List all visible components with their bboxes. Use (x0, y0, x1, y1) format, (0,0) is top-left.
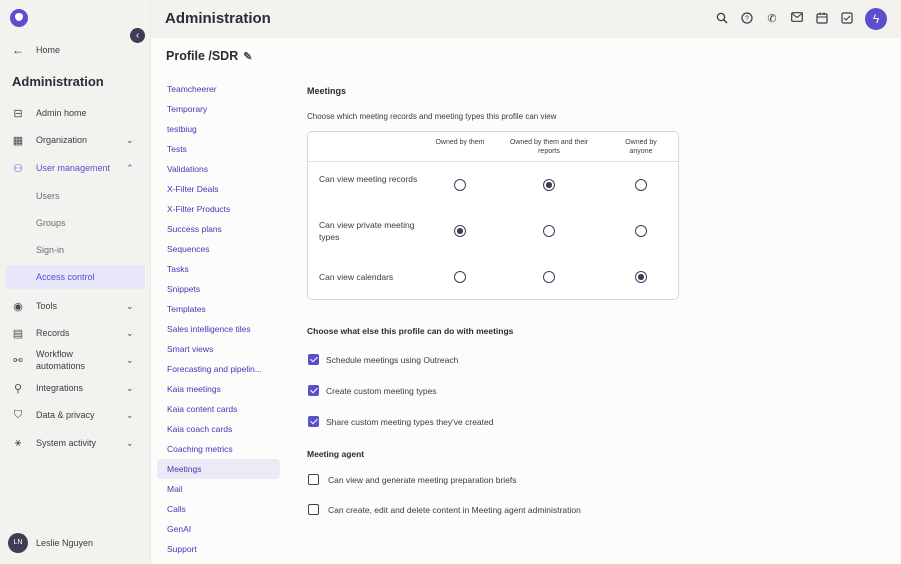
checkbox[interactable] (308, 416, 319, 427)
sidebar-item-organization[interactable]: ▦ Organization ⌄ (12, 134, 134, 147)
chevron-down-icon: ⌄ (126, 327, 134, 338)
radio-private-types-anyone[interactable] (635, 225, 647, 237)
chevron-down-icon: ⌄ (126, 382, 134, 393)
pencil-icon[interactable]: ✎ (243, 50, 253, 63)
chevron-up-icon: ⌃ (126, 162, 134, 173)
list-item[interactable]: Forecasting and pipelin... (167, 364, 262, 374)
workflow-icon: ⚯ (13, 354, 23, 367)
list-item[interactable]: Smart views (167, 344, 214, 354)
header-actions (715, 8, 887, 30)
section-heading-other: Choose what else this profile can do with meetings (307, 326, 514, 336)
list-item[interactable]: Success plans (167, 224, 222, 234)
checkbox[interactable] (308, 474, 319, 485)
sidebar-title: Administration (12, 74, 104, 89)
list-item[interactable]: Calls (167, 504, 186, 514)
row-label: Can view meeting records (319, 174, 418, 184)
chevron-down-icon: ⌄ (126, 437, 134, 448)
plug-icon: ⚲ (13, 382, 23, 395)
help-icon[interactable] (740, 12, 754, 26)
radio-meeting-records-anyone[interactable] (635, 179, 647, 191)
users-gear-icon: ⚇ (13, 162, 23, 175)
option-agent-admin[interactable]: Can create, edit and delete content in Meeting agent administration (308, 504, 581, 515)
option-create-types[interactable]: Create custom meeting types (308, 385, 437, 396)
home-label: Home (36, 45, 61, 55)
avatar: LN (8, 533, 28, 553)
section-heading-agent: Meeting agent (307, 449, 365, 459)
activity-icon: ⚹ (14, 436, 22, 449)
page-title: Administration (165, 10, 271, 27)
mail-icon[interactable] (790, 12, 804, 26)
option-schedule-meetings[interactable]: Schedule meetings using Outreach (308, 354, 458, 365)
chevron-down-icon: ⌄ (126, 409, 134, 420)
list-item[interactable]: X-Filter Deals (167, 184, 219, 194)
radio-meeting-records-them[interactable] (454, 179, 466, 191)
list-item[interactable]: Tests (167, 144, 187, 154)
option-prep-briefs[interactable]: Can view and generate meeting preparation briefs (308, 474, 517, 485)
top-header (151, 0, 901, 38)
chevron-down-icon: ⌄ (126, 134, 134, 145)
column-header: Owned by them (435, 139, 485, 146)
sidebar-subitem-groups[interactable]: Groups (36, 218, 66, 228)
gear-circle-icon: ◉ (13, 300, 23, 313)
list-item[interactable]: Support (167, 544, 197, 554)
left-sidebar (0, 0, 151, 564)
sidebar-item-integrations[interactable]: ⚲ Integrations ⌄ (0, 375, 151, 401)
current-user[interactable] (8, 533, 93, 553)
row-label: Can view calendars (319, 272, 394, 282)
calendar-icon[interactable] (815, 12, 829, 26)
collapse-sidebar-button[interactable]: ‹ (130, 28, 145, 43)
user-name: Leslie Nguyen (36, 538, 94, 548)
sidebar-subitem-users[interactable]: Users (36, 191, 60, 201)
chevron-down-icon: ⌄ (126, 354, 134, 365)
permission-category-list (157, 79, 280, 559)
radio-private-types-them[interactable] (454, 225, 466, 237)
column-header: Owned by them and their reports (509, 139, 589, 155)
list-item[interactable]: Kaia coach cards (167, 424, 233, 434)
home-link[interactable] (12, 43, 60, 57)
column-header: Owned by anyone (625, 139, 657, 155)
section-description: Choose which meeting records and meeting types this profile can view (307, 112, 557, 121)
svg-text:?: ? (745, 15, 749, 23)
checkbox[interactable] (308, 354, 319, 365)
sidebar-item-user-management[interactable]: ⚇ User management ⌃ (0, 155, 151, 181)
sidebar-item-data-privacy[interactable]: ⛉ Data & privacy ⌄ (0, 402, 151, 428)
option-share-types[interactable]: Share custom meeting types they've created (308, 416, 493, 427)
list-item[interactable]: Teamcheerer (167, 84, 217, 94)
list-item[interactable]: testbiug (167, 124, 197, 134)
sidebar-item-workflow-automations[interactable]: ⚯ Workflow automations ⌄ (0, 347, 151, 373)
radio-meeting-records-reports[interactable] (543, 179, 555, 191)
sidebar-subitem-sign-in[interactable]: Sign-in (36, 245, 65, 255)
list-item[interactable]: Snippets (167, 284, 201, 294)
sidebar-item-records[interactable]: ▤ Records ⌄ (12, 327, 134, 340)
radio-calendars-anyone[interactable] (635, 271, 647, 283)
building-icon: ▦ (12, 134, 24, 147)
profile-title: Profile /SDR ✎ (166, 49, 253, 63)
phone-icon[interactable]: ✆ (767, 13, 777, 25)
checkbox[interactable] (308, 504, 319, 515)
list-item[interactable]: Templates (167, 304, 206, 314)
list-item[interactable]: Tasks (167, 264, 189, 274)
list-item[interactable]: GenAI (167, 524, 192, 534)
chevron-down-icon: ⌄ (126, 300, 134, 311)
sidebar-item-tools[interactable]: ◉ Tools ⌄ (0, 293, 151, 319)
table-icon: ⊟ (13, 107, 23, 120)
sidebar-item-admin-home[interactable]: ⊟ Admin home (0, 100, 151, 126)
app-logo-icon[interactable] (10, 9, 28, 27)
checkbox[interactable] (308, 385, 319, 396)
radio-calendars-reports[interactable] (543, 271, 555, 283)
list-item-selected[interactable]: Meetings (157, 459, 280, 479)
radio-private-types-reports[interactable] (543, 225, 555, 237)
list-item[interactable]: Kaia meetings (167, 384, 221, 394)
radio-calendars-them[interactable] (454, 271, 466, 283)
list-item[interactable]: X-Filter Products (167, 204, 231, 214)
arrow-left-icon: ← (12, 43, 24, 57)
list-item[interactable]: Coaching metrics (167, 444, 233, 454)
bolt-icon[interactable]: ϟ (865, 8, 887, 30)
section-heading-meetings: Meetings (307, 86, 347, 96)
search-icon[interactable] (715, 12, 729, 26)
list-item[interactable]: Mail (167, 484, 183, 494)
checklist-icon[interactable] (840, 12, 854, 26)
sidebar-subitem-access-control[interactable]: Access control (6, 265, 145, 289)
list-item[interactable]: Validations (167, 164, 208, 174)
permission-table (307, 131, 679, 300)
table-divider (308, 161, 678, 162)
shield-icon: ⛉ (13, 408, 23, 421)
document-icon: ▤ (12, 327, 24, 340)
list-item[interactable]: Temporary (167, 104, 208, 114)
list-item[interactable]: Sales intelligence tiles (167, 324, 251, 334)
list-item[interactable]: Kaia content cards (167, 404, 238, 414)
list-item[interactable]: Sequences (167, 244, 210, 254)
row-label: Can view private meeting types (319, 220, 415, 242)
sidebar-item-system-activity[interactable]: ⚹ System activity ⌄ (0, 430, 151, 456)
